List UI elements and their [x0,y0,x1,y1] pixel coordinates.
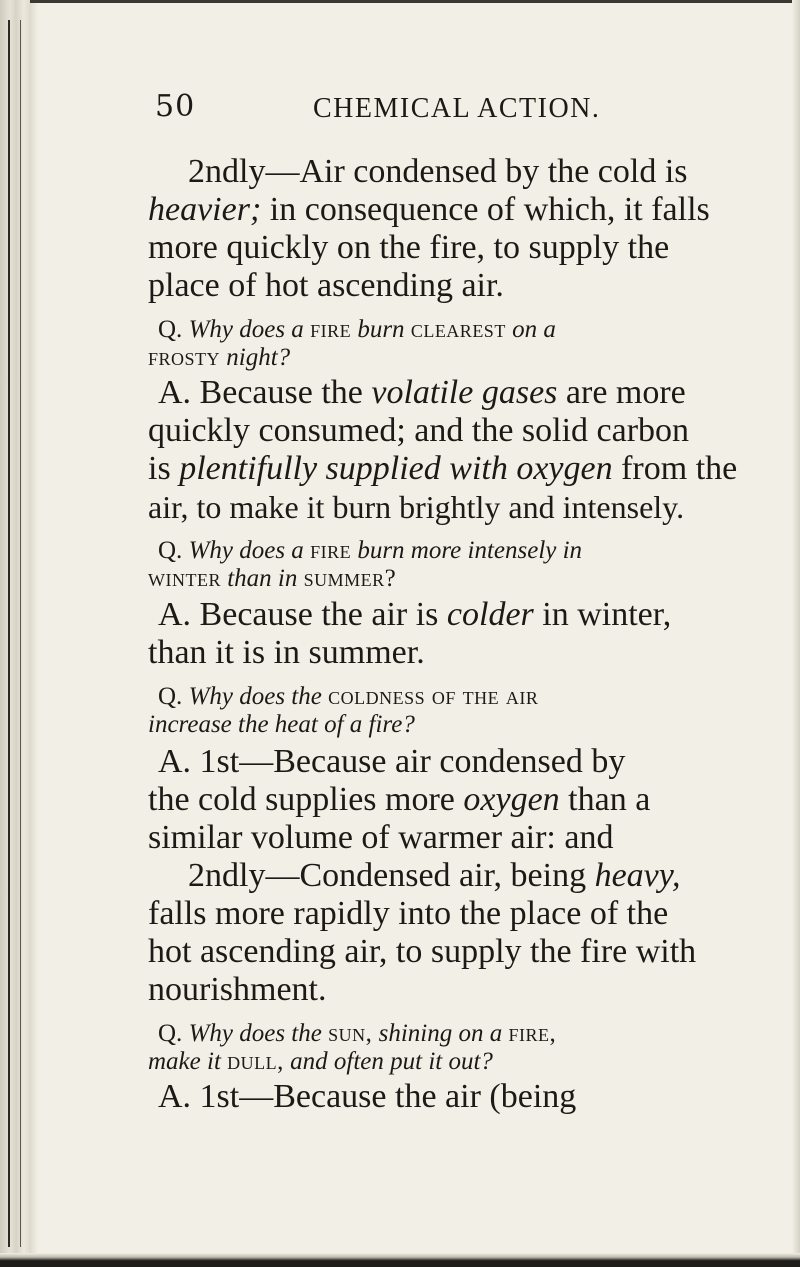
answer-line: nourishment. [148,971,327,1008]
answer-line: air, to make it burn brightly and intensely. [148,489,685,525]
answer-line: A. 1st—Because air condensed by [158,743,626,780]
answer-line: the cold supplies more oxygen than a [148,781,651,818]
question-cont: increase the heat of a fire? [148,711,415,738]
answer-line: 2ndly—Condensed air, being heavy, [188,857,681,894]
body-line: 2ndly—Air condensed by the cold is [188,153,688,190]
spine-rule-inner [20,20,21,1247]
answer-line: A. 1st—Because the air (being [158,1078,577,1115]
answer-line: is plentifully supplied with oxygen from the [148,450,738,487]
answer-line: falls more rapidly into the place of the [148,895,669,932]
answer-line: quickly consumed; and the solid carbon [148,412,690,449]
body-line: more quickly on the fire, to supply the [148,229,670,266]
page-right-edge [792,0,800,1267]
answer-line: similar volume of warmer air: and [148,819,614,856]
page-number: 50 [155,89,196,124]
spine-rule [8,20,10,1247]
question: Q. Why does the sun, shining on a fire, [158,1020,557,1047]
question-cont: frosty night? [148,344,291,371]
answer-line: hot ascending air, to supply the fire with [148,933,697,970]
top-edge-rule [30,0,800,3]
question: Q. Why does a fire burn clearest on a [158,316,556,343]
question: Q. Why does a fire burn more intensely in [158,537,583,564]
question-cont: make it dull, and often put it out? [148,1048,493,1075]
answer-line: A. Because the volatile gases are more [158,374,686,411]
page-header [155,90,675,134]
body-line: heavier; in consequence of which, it falls [148,191,710,228]
answer-line: A. Because the air is colder in winter, [158,596,672,633]
running-title: CHEMICAL ACTION. [313,93,601,124]
bottom-edge-rule [0,1253,800,1267]
question-cont: winter than in summer? [148,565,396,592]
answer-line: than it is in summer. [148,634,425,671]
body-line: place of hot ascending air. [148,267,504,304]
book-spine-shadow [0,0,38,1267]
question: Q. Why does the coldness of the air [158,683,539,710]
